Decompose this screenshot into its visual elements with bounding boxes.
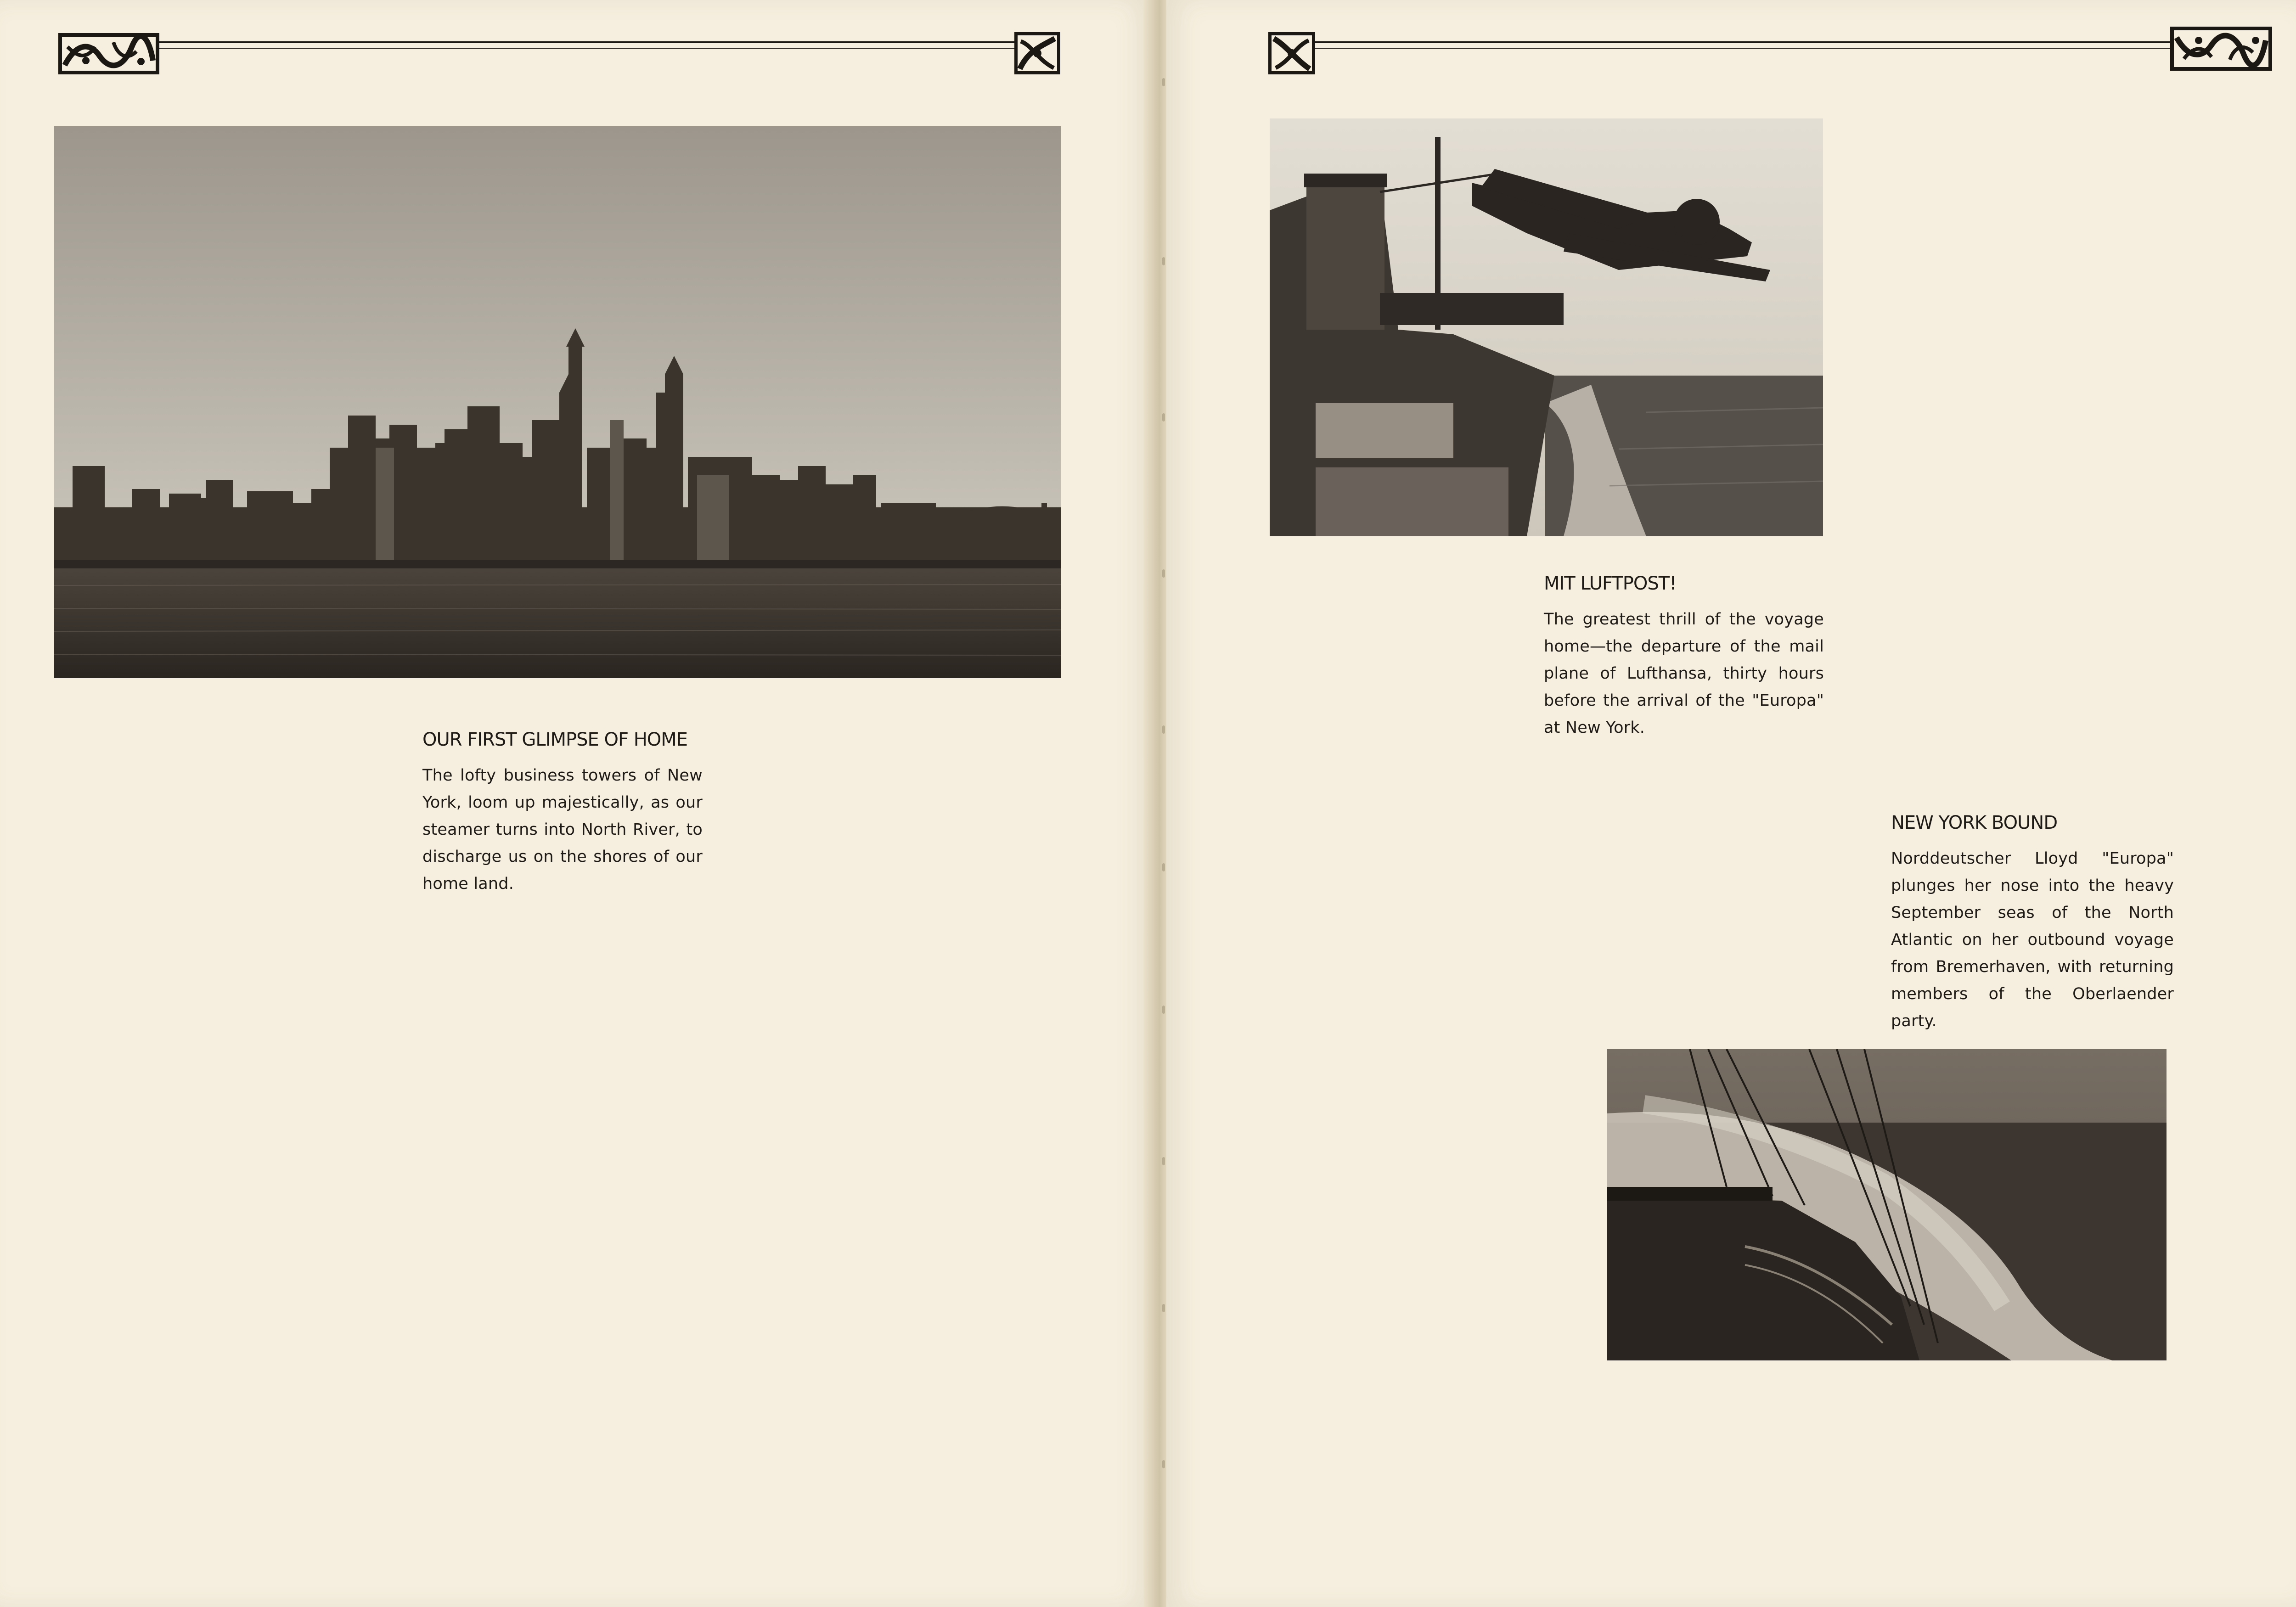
right-page <box>1166 0 2296 1607</box>
new-york-bound-caption-body: Norddeutscher Lloyd "Europa" plunges her nose into the heavy September seas of the North Atlantic on her outbound voyage from Bremerhaven, with returning members of the Oberlaender party. <box>1891 849 2174 1030</box>
left-header-ornament-small <box>1014 32 1060 74</box>
skyline-caption <box>422 729 703 898</box>
right-header-ornament-large <box>2170 27 2272 71</box>
left-header-ornament-large <box>58 33 159 74</box>
luftpost-caption <box>1544 573 1824 742</box>
new-york-skyline-photo <box>54 126 1061 678</box>
left-header-rule <box>159 41 1014 50</box>
new-york-bound-caption <box>1891 812 2174 1035</box>
luftpost-caption-body: The greatest thrill of the voyage home—the departure of the mail plane of Lufthansa, thirty hours before the arrival of the "Europa" at New York. <box>1544 610 1824 737</box>
right-header-ornament-small <box>1268 32 1315 74</box>
new-york-bound-caption-title: NEW YORK BOUND <box>1891 812 2058 833</box>
ship-bow-in-heavy-seas-photo <box>1607 1049 2167 1360</box>
mail-seaplane-over-ship-photo <box>1270 118 1823 536</box>
right-header-rule <box>1315 41 2170 50</box>
skyline-caption-title: OUR FIRST GLIMPSE OF HOME <box>422 729 688 750</box>
luftpost-caption-title: MIT LUFTPOST! <box>1544 573 1677 594</box>
skyline-caption-body: The lofty business towers of New York, loom up majestically, as our steamer turns into North River, to discharge us on the shores of our home land. <box>422 766 703 893</box>
